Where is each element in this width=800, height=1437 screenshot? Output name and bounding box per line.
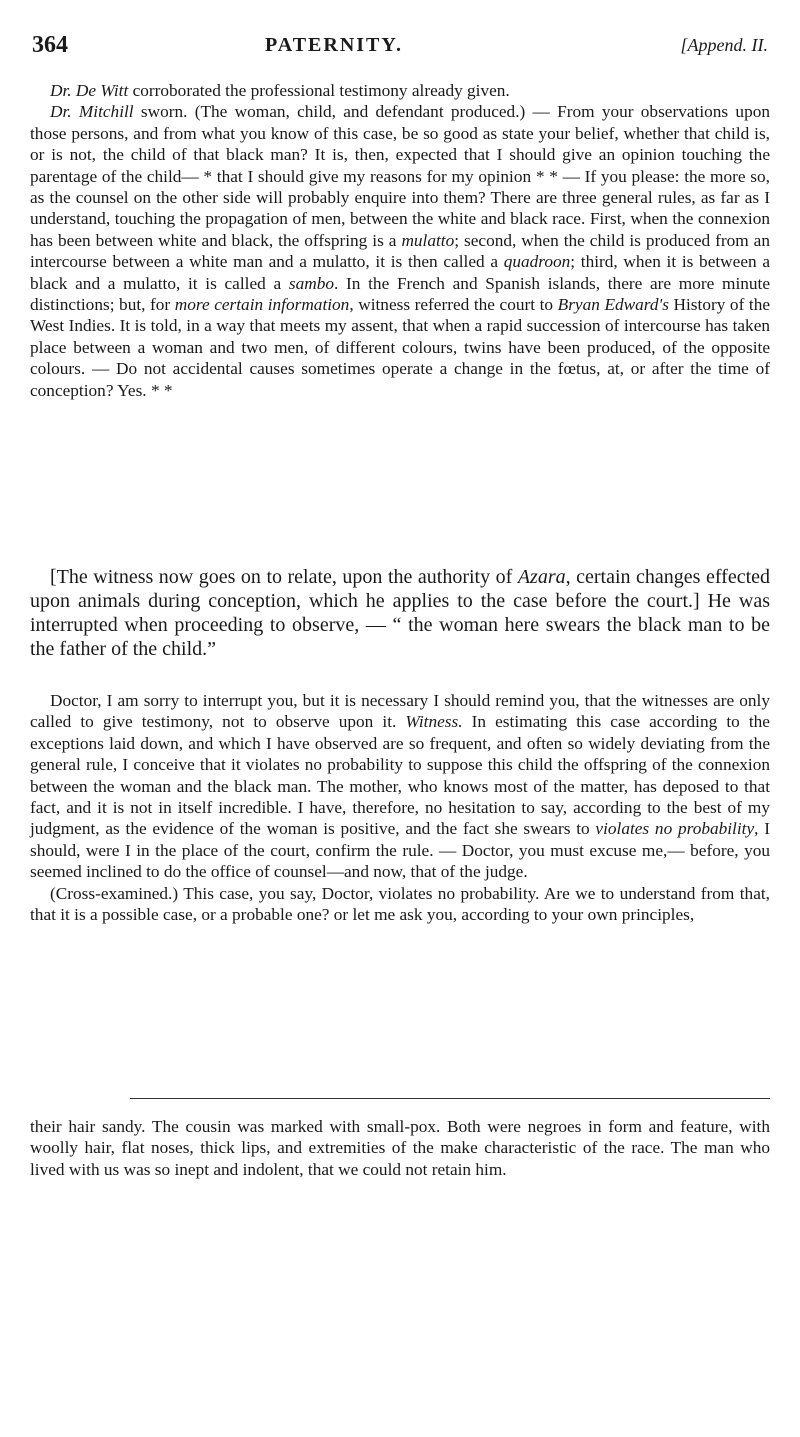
page-header [30, 32, 770, 62]
speaker-name: Dr. Mitchill [50, 102, 134, 122]
paragraph-de-witt: Dr. De Witt corroborated the professional testimony already given. [50, 81, 510, 100]
testimony-text [30, 80, 770, 401]
testimony-text-continued [30, 690, 770, 925]
running-head: PATERNITY. [265, 34, 403, 56]
page-number: 364 [32, 32, 68, 58]
paragraph-mitchill: Dr. Mitchill sworn. (The woman, child, and defendant produced.) — From your observations upon those persons, and from what you know of this case, be so good as state your belief, whether that child is, or is not, the child of that black man? It is, then, expected that I should give an opinion touching the parentage of the child— * that I should give my reasons for my opinion * * — If you please: the more so, as the counsel on the other side will probably enquire into them? There are three general rules, as far as I understand, touching the propagation of men, between the white and black race. First, when the connexion has been between white and black, the offspring is a mulatto; second, when the child is produced from an intercourse between a white man and a mulatto, it is then called a quadroon; third, when it is between a black and a mulatto, it is called a sambo. In the French and Spanish islands, there are more minute distinctions; but, for more certain information, witness referred the court to Bryan Edward's History of the West Indies. It is told, in a way that meets my assent, that when a rapid succession of intercourse has taken place between a woman and two men, of different colours, twins have been produced, of the opposite colours. — Do not accidental causes sometimes operate a change in the fœtus, at, or after the time of conception? Yes. * * [30, 102, 771, 400]
footnote [30, 1116, 770, 1180]
paragraph-narrative: [The witness now goes on to relate, upon the authority of Azara, certain changes effected upon animals during conception, which he applies to the case before the court.] He was interrupted when proceeding to observe, — “ the woman here swears the black man to be the father of the child.” [30, 566, 771, 660]
speaker-name: Dr. De Witt [50, 81, 129, 100]
footnote-divider [130, 1098, 770, 1099]
paragraph-court-interruption: Doctor, I am sorry to interrupt you, but it is necessary I should remind you, that the witnesses are only called to give testimony, not to observe upon it. Witness. In estimating this case according to the exceptions laid down, and which I have observed are so frequent, and often so widely deviating from the general rule, I conceive that it violates no probability to suppose this child the offspring of the connexion between the woman and the black man. The mother, who knows most of the matter, has deposed to that fact, and it is not in itself incredible. I have, therefore, no hesitation to say, according to the best of my judgment, as the evidence of the woman is positive, and the fact she swears to violates no probability, I should, were I in the place of the court, confirm the rule. — Doctor, you must excuse me,— before, you seemed inclined to do the office of counsel—and now, that of the judge. [30, 691, 770, 882]
appendix-reference: [Append. II. [680, 35, 768, 55]
book-page [30, 0, 770, 1437]
paragraph-cross-examination: (Cross-examined.) This case, you say, Doctor, violates no probability. Are we to understand from that, that it is a possible case, or a probable one? or let me ask you, according to your own principles, [30, 883, 770, 925]
bracketed-narrative [30, 565, 770, 661]
footnote-text: their hair sandy. The cousin was marked with small-pox. Both were negroes in form and feature, with woolly hair, flat noses, thick lips, and extremities of the make characteristic of the race. The man who lived with us was so inept and indolent, that we could not retain him. [30, 1117, 770, 1179]
